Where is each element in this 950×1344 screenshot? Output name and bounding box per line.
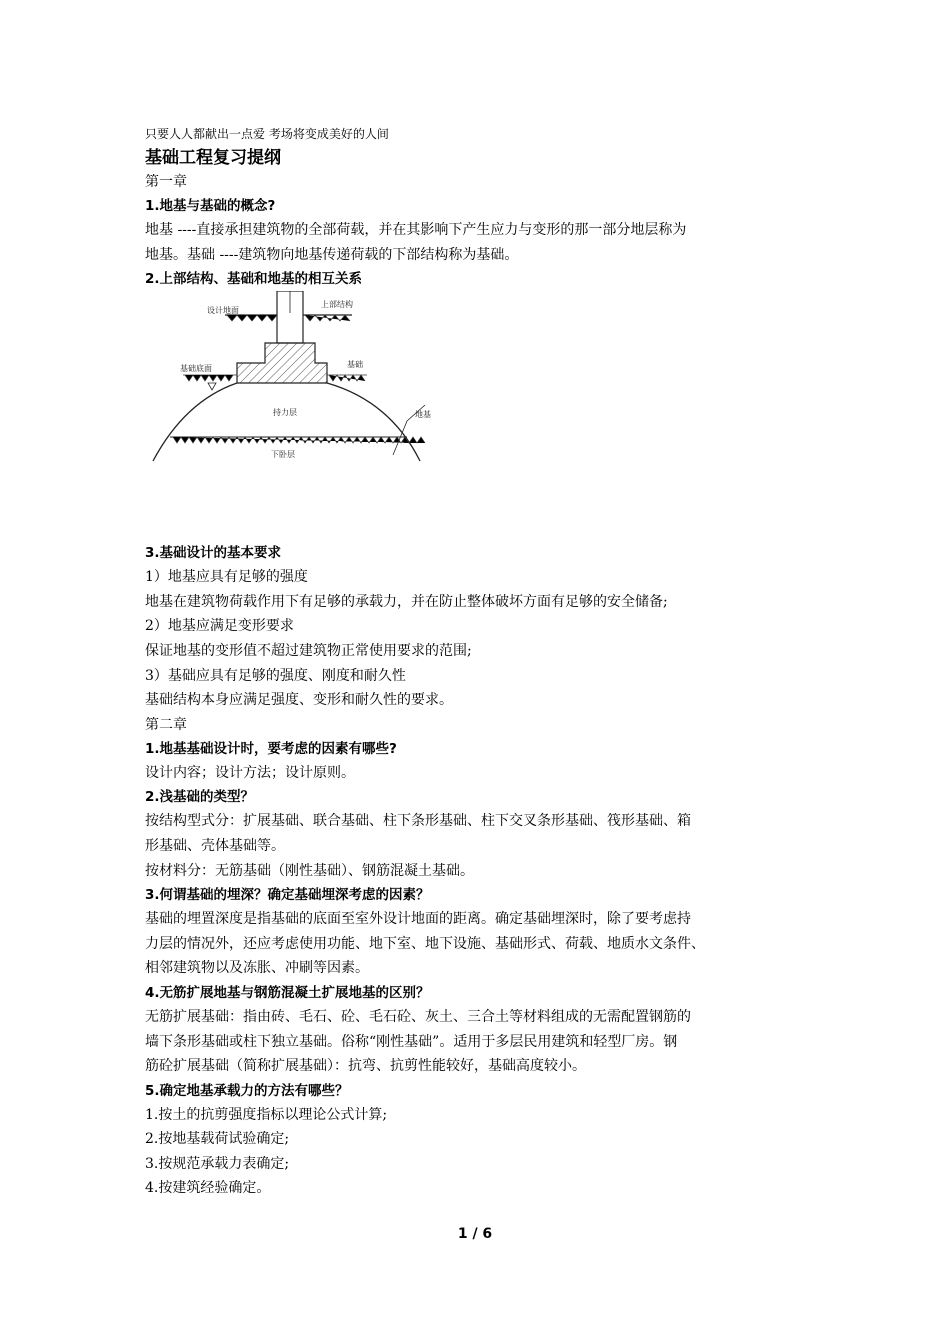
- document-body: [145, 124, 815, 1201]
- page-number: 1 / 6: [457, 1226, 493, 1242]
- foundation-diagram: [145, 291, 445, 541]
- ch2-q1-line: 设计内容；设计方法；设计原则。: [145, 764, 355, 781]
- label-design-ground: 设计地面: [207, 306, 239, 316]
- ch1-q1-line: 地基 ----直接承担建筑物的全部荷载，并在其影响下产生应力与变形的那一部分地层称为: [145, 222, 687, 238]
- ch1-q3-line: 保证地基的变形值不超过建筑物正常使用要求的范围;: [145, 642, 472, 659]
- chapter-2-label: 第二章: [145, 716, 187, 733]
- ch1-q2-heading: 2.上部结构、基础和地基的相互关系: [145, 271, 363, 288]
- ch1-q1-heading: 1.地基与基础的概念?: [145, 198, 276, 214]
- ch1-q3-line: 基础结构本身应满足强度、变形和耐久性的要求。: [145, 692, 453, 709]
- ch2-q3-heading: 3.何谓基础的埋深？确定基础埋深考虑的因素？: [145, 887, 430, 904]
- ch2-q3-line: 基础的埋置深度是指基础的底面至室外设计地面的距离。确定基础埋深时，除了要考虑持: [145, 911, 691, 928]
- foundation-diagram-svg: [145, 291, 445, 541]
- ch2-q4-line: 墙下条形基础或柱下独立基础。俗称“刚性基础”。适用于多层民用建筑和轻型厂房。钢: [145, 1033, 678, 1050]
- ch1-q3-line: 2）地基应满足变形要求: [145, 618, 294, 635]
- ch1-q3-line: 地基在建筑物荷载作用下有足够的承载力，并在防止整体破坏方面有足够的安全储备;: [145, 593, 668, 610]
- chapter-1-label: 第一章: [145, 174, 187, 190]
- ch2-q4-heading: 4.无筋扩展地基与钢筋混凝土扩展地基的区别？: [145, 984, 430, 1001]
- ch2-q5-line: 3.按规范承载力表确定;: [145, 1155, 290, 1172]
- label-superstructure: 上部结构: [321, 300, 353, 310]
- foundation-shape: [237, 343, 327, 383]
- ch2-q3-line: 力层的情况外，还应考虑使用功能、地下室、地下设施、基础形式、荷载、地质水文条件、: [145, 935, 705, 952]
- ch1-q3-line: 1）地基应具有足够的强度: [145, 569, 308, 586]
- motto-line: 只要人人都献出一点爱 考场将变成美好的人间: [145, 127, 389, 141]
- label-bearing-layer: 持力层: [273, 408, 297, 418]
- underlying-hatch: [173, 437, 425, 443]
- ch2-q5-line: 1.按土的抗剪强度指标以理论公式计算;: [145, 1106, 388, 1123]
- ch2-q5-line: 4.按建筑经验确定。: [145, 1180, 271, 1197]
- label-foundation: 基础: [347, 360, 363, 370]
- ch2-q5-heading: 5.确定地基承载力的方法有哪些？: [145, 1082, 349, 1099]
- label-subgrade: 地基: [415, 410, 431, 420]
- ch2-q2-line: 按材料分：无筋基础（刚性基础）、钢筋混凝土基础。: [145, 862, 474, 879]
- ch2-q4-line: 无筋扩展基础：指由砖、毛石、砼、毛石砼、灰土、三合土等材料组成的无需配置钢筋的: [145, 1008, 691, 1025]
- ch2-q3-line: 相邻建筑物以及冻胀、冲刷等因素。: [145, 960, 369, 977]
- ch2-q2-line: 按结构型式分：扩展基础、联合基础、柱下条形基础、柱下交叉条形基础、筏形基础、箱: [145, 813, 691, 830]
- ch2-q4-line: 筋砼扩展基础（简称扩展基础）：抗弯、抗剪性能较好，基础高度较小。: [145, 1058, 586, 1075]
- document-title: 基础工程复习提纲: [145, 148, 281, 168]
- elevation-marker: [208, 383, 216, 390]
- ch1-q3-line: 3）基础应具有足够的强度、刚度和耐久性: [145, 667, 406, 684]
- ch2-q2-line: 形基础、壳体基础等。: [145, 837, 285, 854]
- ch1-q1-line: 地基。基础 ----建筑物向地基传递荷载的下部结构称为基础。: [145, 246, 519, 263]
- ch2-q5-line: 2.按地基载荷试验确定;: [145, 1131, 290, 1148]
- label-base-bottom: 基础底面: [180, 364, 212, 374]
- ch2-q1-heading: 1.地基基础设计时，要考虑的因素有哪些?: [145, 740, 397, 757]
- ch2-q2-heading: 2.浅基础的类型？: [145, 789, 255, 806]
- ch1-q3-heading: 3.基础设计的基本要求: [145, 545, 282, 562]
- label-underlying-layer: 下卧层: [271, 450, 295, 460]
